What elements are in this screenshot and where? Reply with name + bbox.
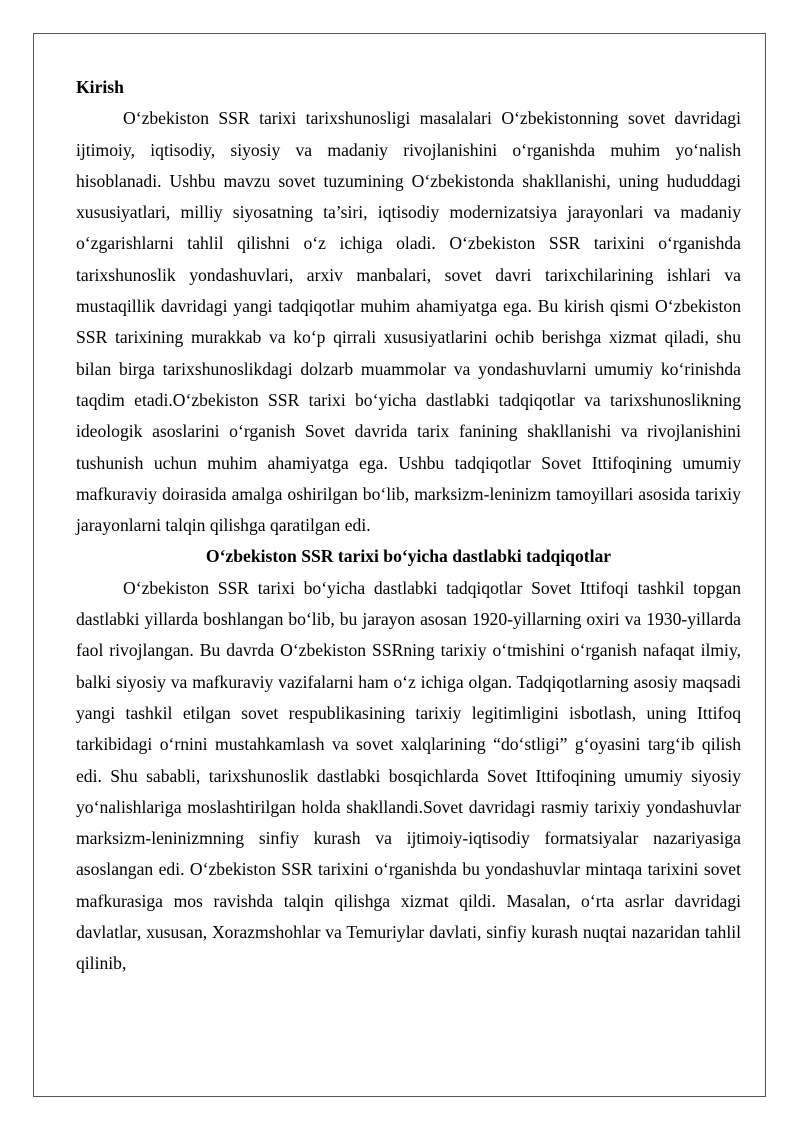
intro-heading: Kirish	[76, 77, 124, 97]
intro-paragraph: O‘zbekiston SSR tarixi tarixshunosligi masalalari O‘zbekistonning sovet davridagi ijtimoiy, iqtisodiy, siyosiy va madaniy rivojlanishini o‘rganishda muhim yo‘nalish hisoblanadi. Ushbu mavzu sovet tuzumining O‘zbekistonda shakllanishi, uning hududdagi xususiyatlari, milliy siyosatning ta’siri, iqtisodiy modernizatsiya jarayonlari va madaniy o‘zgarishlarni tahlil qilishni o‘z ichiga oladi. O‘zbekiston SSR tarixini o‘rganishda tarixshunoslik yondashuvlari, arxiv manbalari, sovet davri tarixchilarining ishlari va mustaqillik davridagi yangi tadqiqotlar muhim ahamiyatga ega. Bu kirish qismi O‘zbekiston SSR tarixining murakkab va ko‘p qirrali xususiyatlarini ochib berishga xizmat qiladi, shu bilan birga tarixshunoslikdagi dolzarb muammolar va yondashuvlarni umumiy ko‘rinishda taqdim etadi.O‘zbekiston SSR tarixi bo‘yicha dastlabki tadqiqotlar va tarixshunoslikning ideologik asoslarini o‘rganish Sovet davrida tarix fanining shakllanishi va rivojlanishini tushunish uchun muhim ahamiyatga ega. Ushbu tadqiqotlar Sovet Ittifoqining umumiy mafkuraviy doirasida amalga oshirilgan bo‘lib, marksizm-leninizm tamoyillari asosida tarixiy jarayonlarni talqin qilishga qaratilgan edi.	[76, 108, 741, 536]
section-heading: O‘zbekiston SSR tarixi bo‘yicha dastlabki tadqiqotlar	[205, 546, 612, 567]
document-body	[76, 72, 741, 980]
section-paragraph: O‘zbekiston SSR tarixi bo‘yicha dastlabki tadqiqotlar Sovet Ittifoqi tashkil topgan dastlabki yillarda boshlangan bo‘lib, bu jarayon asosan 1920-yillarning oxiri va 1930-yillarda faol rivojlangan. Bu davrda O‘zbekiston SSRning tarixiy o‘tmishini o‘rganish nafaqat ilmiy, balki siyosiy va mafkuraviy vazifalarni ham o‘z ichiga olgan. Tadqiqotlarning asosiy maqsadi yangi tashkil etilgan sovet respublikasining tarixiy legitimligini isbotlash, uning Ittifoq tarkibidagi o‘rnini mustahkamlash va sovet xalqlarining “do‘stligi” g‘oyasini targ‘ib qilish edi. Shu sababli, tarixshunoslik dastlabki bosqichlarda Sovet Ittifoqining umumiy siyosiy yo‘nalishlariga moslashtirilgan holda shakllandi.Sovet davridagi rasmiy tarixiy yondashuvlar marksizm-leninizmning sinfiy kurash va ijtimoiy-iqtisodiy formatsiyalar nazariyasiga asoslangan edi. O‘zbekiston SSR tarixini o‘rganishda bu yondashuvlar mintaqa tarixini sovet mafkurasiga mos ravishda talqin qilishga xizmat qildi. Masalan, o‘rta asrlar davridagi davlatlar, xususan, Xorazmshohlar va Temuriylar davlati, sinfiy kurash nuqtai nazaridan tahlil qilinib,	[76, 577, 741, 974]
